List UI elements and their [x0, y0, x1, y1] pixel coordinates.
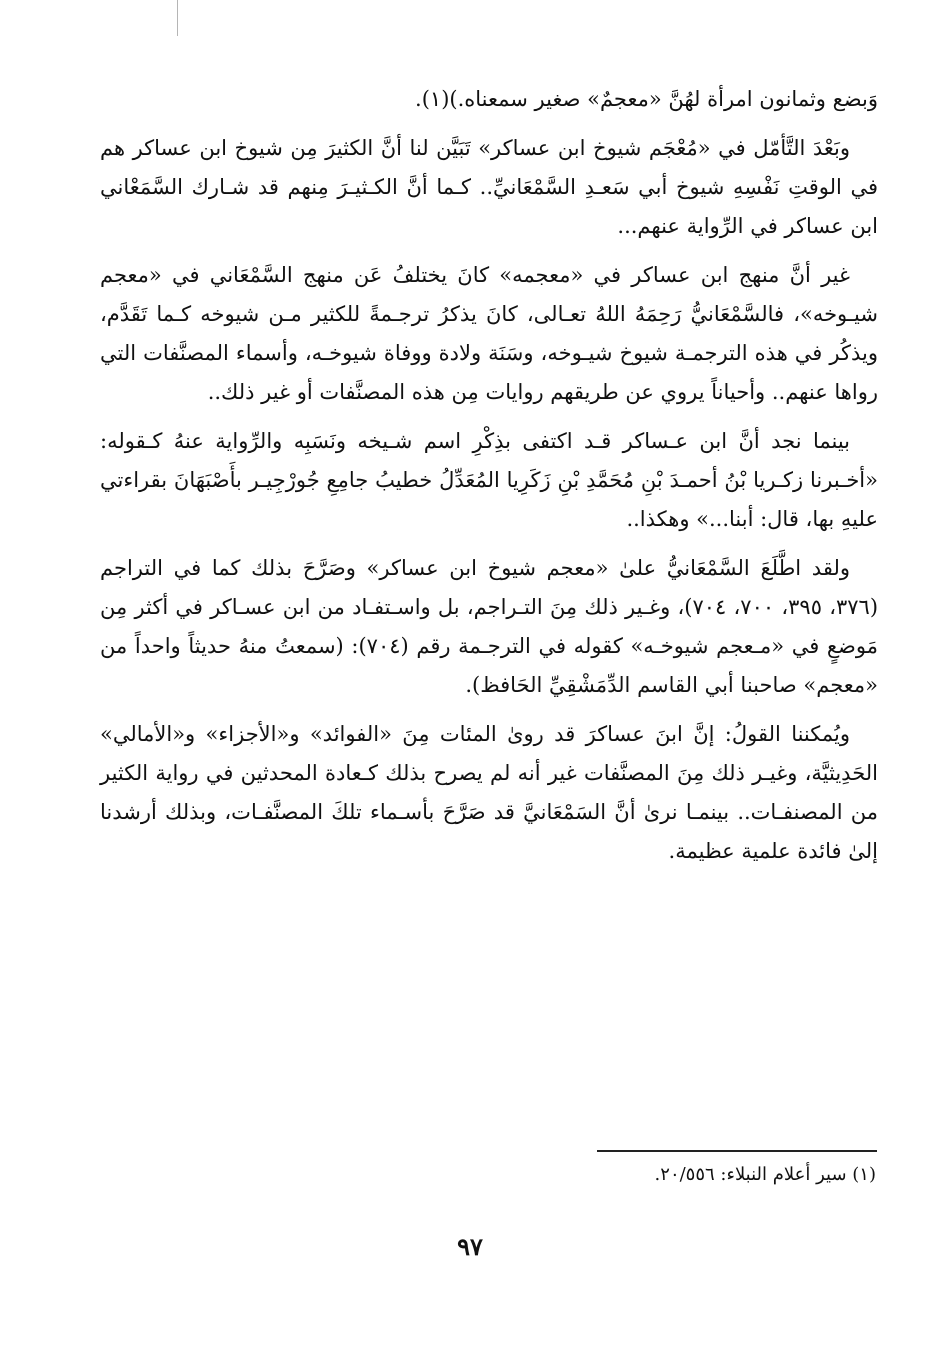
footnote: (١) سير أعلام النبلاء: ٢٠/٥٥٦. [654, 1164, 876, 1185]
paragraph-2: وبَعْدَ التَّأمّل في «مُعْجَم شيوخ ابن عساكر» تَبَيَّن لنا أنَّ الكثيرَ مِن شيوخ ابن عساكر هم في الوقتِ نَفْسِهِ شيوخ أبي سَعـدِ السَّمْعَانيِّ.. كـما أنَّ الكـثيـرَ مِنهم قد شـارك السَّمَعْاني ابن عساكر في الرِّواية عنهم... [100, 136, 878, 238]
paragraph-6: ويُمكننا القولُ: إنَّ ابنَ عساكرَ قد روىٰ المئات مِنَ «الفوائد» و«الأجزاء» و«الأمالي» الحَدِيثيَّة، وغيـر ذلك مِنَ المصنَّفات غير أنه لم يصرح بذلك كـعادة المحدثين في رواية الكثير من المصنفـات.. بينمـا نرىٰ أنَّ السَمْعَانيَّ قد صَرَّحَ بأسـماء تلكَ المصنَّفـات، وبذلك أرشدنا إلىٰ فائدة علمية عظيمة. [100, 722, 878, 863]
scan-edge-mark [177, 0, 178, 36]
paragraph-5: ولقد اطَّلَعَ السَّمْعَانيُّ علىٰ «معجم شيوخ ابن عساكر» وصَرَّحَ بذلك كما في التراجم (٣٧٦، ٣٩٥، ٧٠٠، ٧٠٤)، وغـير ذلك مِنَ التـراجم، بل واسـتفـاد من ابن عسـاكر في أكثر مِن مَوضعٍ في «مـعجم شيوخـه» كقوله في الترجـمة رقم (٧٠٤): (سمعتُ منهُ حديثاً واحداً من «معجم» صاحبنا أبي القاسم الدِّمَشْقِيِّ الحَافظ). [100, 556, 879, 697]
page-number: ٩٧ [457, 1232, 483, 1261]
paragraph-3: غير أنَّ منهج ابن عساكر في «معجمه» كانَ يختلفُ عَن منهج السَّمْعَاني في «معجم شيـوخه»، فالسَّمْعَانيُّ رَحِمَهُ اللهُ تعـالى، كانَ يذكرُ ترجـمةً للكثير مـن شيوخه كـما تَقَدَّم، ويذكُر في هذه الترجمـة شيوخ شيـوخه، وسَنَة ولادة ووفاة شيوخـه، وأسماء المصنَّفات التي رواها عنهم.. وأحياناً يروي عن طريقهم روايات مِن هذه المصنَّفات أو غير ذلك.. [100, 263, 878, 404]
footnote-divider [597, 1150, 877, 1152]
page-body [100, 80, 878, 881]
paragraph-4: بينما نجد أنَّ ابن عـساكر قـد اكتفى بذِكْرِ اسم شـيخه ونَسَبِه والرِّواية عنهُ كـقوله: «أخـبرنا زكـريا بْنُ أحمـدَ بْنِ مُحَمَّدِ بْنِ زَكَرِيا المُعَدِّلُ خطيبُ جامِعِ جُورْجِيـر بأَصْبَهَانَ بقراءتي عليهِ بها، قال: أبنا...» وهكذا.. [100, 429, 878, 531]
paragraph-1: وَبضع وثمانون امرأة لهُنَّ «معجمٌ» صغير سمعناه.)(١). [415, 87, 878, 111]
